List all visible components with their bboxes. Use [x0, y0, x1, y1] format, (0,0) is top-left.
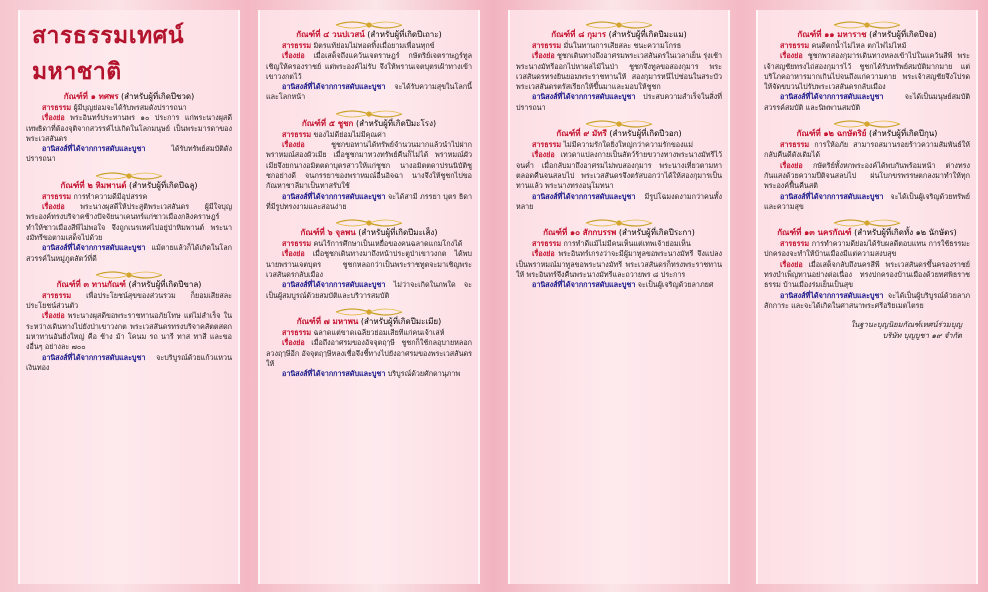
kan-entry	[516, 30, 722, 113]
merit-text: ไม่ว่าจะเกิดในภพใด จะเป็นผู้สมบูรณ์ด้วยสมบัติและบริวารสมบัติ	[266, 280, 472, 300]
merit-text: จะได้รับความสุขในโลกนี้และโลกหน้า	[266, 82, 472, 102]
story-label: เรื่องย่อ	[42, 311, 65, 321]
story-para	[764, 260, 970, 291]
story-text: พระอินทร์ประทานพร ๑๐ ประการ แก่พระนางผุสดี เทพธิดาที่ต้องจุติจากสวรรค์ไปเกิดในโลกมนุษย์ เป็นพระมารดาของพระเวสสันดร	[26, 113, 232, 143]
story-text: เมื่อถึงอาศรมของอัจจุตฤๅษี ชูชกก็ใช้กลอุบายหลอกลวงฤๅษีอีก อัจจุตฤๅษีหลงเชื่อจึงชี้ทางไปยังอาศรมของพระเวสสันดรให้	[266, 338, 473, 368]
merit-label: อานิสงส์ที่ได้จากการสดับและบูชา	[780, 290, 884, 300]
story-text: กษัตริย์ทั้งหกพระองค์ได้พบกันพร้อมหน้า ต่างทรงกันแสงด้วยความปีติจนสลบไป ฝนโบกขรพรรษตกลงมาทำให้ทุกพระองค์ฟื้นคืนสติ	[764, 160, 970, 191]
entries-col1	[26, 92, 232, 373]
story-text: เมื่อเสด็จกลับถึงนครสีพี พระเวสสันดรขึ้นครองราชย์ ทรงบำเพ็ญทานอย่างต่อเนื่อง ทรงปกครองบ้านเมืองด้วยทศพิธราชธรรม บ้านเมืองร่มเย็นเป็นสุข	[764, 259, 970, 290]
kan-name: กัณฑ์ที่ ๑๒ ฉกษัตริย์	[796, 129, 867, 139]
ornament-divider	[26, 266, 232, 278]
merit-text: จะได้สามี ภรรยา บุตร ธิดา ที่มีรูปทรงงามและสอนง่าย	[266, 191, 472, 211]
footer-line2: บริษัท บุญบูชา ๑๙ จำกัด	[882, 331, 962, 341]
merit-para	[26, 353, 232, 374]
sattham-para	[26, 291, 232, 312]
sattham-para	[764, 239, 970, 260]
sattham-label: สารธรรม	[532, 140, 562, 150]
merit-para	[266, 82, 472, 103]
story-para	[26, 113, 232, 144]
sattham-para	[266, 130, 472, 140]
story-para	[516, 249, 722, 280]
kan-heading	[516, 30, 722, 40]
sattham-para	[764, 41, 970, 51]
kan-suffix: (สำหรับผู้ที่เกิดปีวอก)	[609, 129, 682, 139]
merit-label: อานิสงส์ที่ได้จากการสดับและบูชา	[282, 191, 386, 201]
sattham-label: สารธรรม	[282, 239, 312, 249]
story-label: เรื่องย่อ	[42, 113, 65, 123]
merit-label: อานิสงส์ที่ได้จากการสดับและบูชา	[282, 369, 386, 379]
story-text: ชูชกพาสองกุมารเดินทางหลงเข้าไปในแคว้นสีพี พระเจ้าสญชัยทรงไถ่สองกุมารไว้ ชูชกได้รับทรัพย์สมบัติมากมาย แต่บริโภคอาหารมากเกินไปจนถึงแก่ความตาย พระเจ้าสญชัยจึงโปรดให้จัดขบวนไปรับพระเวสสันดรกลับเมือง	[764, 51, 970, 92]
sattham-label: สารธรรม	[780, 140, 810, 150]
merit-label: อานิสงส์ที่ได้จากการสดับและบูชา	[780, 191, 884, 201]
kan-entry	[266, 228, 472, 301]
merit-label: อานิสงส์ที่ได้จากการสดับและบูชา	[532, 92, 636, 102]
kan-heading	[26, 280, 232, 290]
ornament-divider	[266, 105, 472, 117]
merit-text: จะได้เป็นผู้บริบูรณ์ด้วยลาภสักการะ และจะได้เกิดในศาสนาพระศรีอริยเมตไตรย	[764, 290, 970, 310]
footer-line1: ในฐานะบุญนิยมกัณฑ์เทศน์ร่วมบุญ	[850, 320, 962, 330]
kan-entry	[26, 280, 232, 373]
column-1	[18, 10, 240, 584]
merit-text: จะเป็นผู้เจริญด้วยลาภยศ	[637, 280, 714, 290]
story-para	[266, 140, 472, 191]
ornament-divider	[266, 303, 472, 315]
kan-name: กัณฑ์ที่ ๘ กุมาร	[551, 30, 607, 39]
ornament-divider	[26, 167, 232, 179]
kan-name: กัณฑ์ที่ ๒ หิมพานต์	[60, 180, 127, 190]
sattham-label: สารธรรม	[282, 41, 312, 50]
sattham-label: สารธรรม	[282, 129, 312, 139]
kan-suffix: (สำหรับผู้ที่เกิดปีระกา)	[618, 228, 695, 238]
story-text: พระอินทร์เกรงว่าจะมีผู้มาทูลขอพระนางมัทรี จึงแปลงเป็นพราหมณ์มาทูลขอพระนางมัทรี พระเวสสันดรก็ทรงพระราชทานให้ พระอินทร์จึงคืนพระนางมัทรีและถวายพร ๘ ประการ	[516, 249, 722, 280]
story-label: เรื่องย่อ	[282, 338, 305, 348]
merit-label: อานิสงส์ที่ได้จากการสดับและบูชา	[42, 243, 146, 253]
kan-suffix: (สำหรับผู้ที่เกิดปีเถาะ)	[367, 30, 442, 39]
story-para	[26, 311, 232, 352]
ornament-divider	[764, 214, 970, 226]
merit-text: แม้ตายแล้วก็ได้เกิดในโลกสวรรค์ในหมู่ภูตสัตว์ที่ดี	[26, 243, 232, 263]
kan-name: กัณฑ์ที่ ๑๑ มหาราช	[797, 30, 867, 39]
kan-heading	[266, 30, 472, 40]
story-label: เรื่องย่อ	[532, 249, 555, 259]
merit-text: มีรูปโฉมงดงามกว่าคนทั้งหลาย	[516, 191, 722, 211]
kan-heading	[516, 228, 722, 238]
kan-suffix: (สำหรับผู้ที่เกิดปีชวด)	[121, 92, 195, 101]
column-3	[508, 10, 730, 584]
story-label: เรื่องย่อ	[532, 51, 555, 61]
kan-heading	[266, 317, 472, 327]
sattham-label: สารธรรม	[532, 239, 562, 249]
kan-entry	[266, 317, 472, 379]
merit-label: อานิสงส์ที่ได้จากการสดับและบูชา	[42, 144, 146, 154]
story-text: เทวดาแปลงกายเป็นสัตว์ร้ายขวางทางพระนางมัทรีไว้จนค่ำ เมื่อกลับมาถึงอาศรมไม่พบสองกุมาร พระนางเที่ยวตามหาตลอดคืนจนสลบไป พระเวสสันดรจึงตรัสบอกว่าได้ให้สองกุมารเป็นทานแล้ว พระนางทรงอนุโมทนา	[516, 150, 722, 191]
sattham-label: สารธรรม	[780, 239, 810, 249]
entries-col2	[266, 16, 472, 379]
story-para	[764, 161, 970, 192]
kan-name: กัณฑ์ที่ ๓ ทานกัณฑ์	[56, 279, 126, 289]
ornament-divider	[266, 16, 472, 28]
entries-col3	[516, 16, 722, 291]
kan-entry	[516, 228, 722, 290]
kan-name: กัณฑ์ที่ ๕ ชูชก	[301, 118, 354, 128]
story-para	[516, 150, 722, 191]
ornament-divider	[516, 16, 722, 28]
sattham-text: การทำความดีย่อมได้รับผลดีตอบแทน การใช้ธรรมะปกครองจะทำให้บ้านเมืองมีแต่ความสงบสุข	[764, 239, 970, 259]
merit-label: อานิสงส์ที่ได้จากการสดับและบูชา	[282, 82, 386, 92]
footer	[764, 319, 970, 341]
sattham-label: สารธรรม	[282, 327, 312, 337]
kan-suffix: (สำหรับผู้ที่เกิดปีฉลู)	[129, 180, 198, 190]
kan-name: กัณฑ์ที่ ๑๐ สักกบรรพ	[543, 228, 617, 238]
story-para	[266, 338, 472, 369]
kan-heading	[764, 30, 970, 40]
story-para	[516, 51, 722, 92]
sattham-text: การทำดีแม้ไม่มีคนเห็นแต่เทพเจ้าย่อมเห็น	[563, 239, 691, 249]
merit-para	[26, 243, 232, 264]
ornament-divider	[516, 115, 722, 127]
kan-heading	[764, 228, 970, 238]
merit-text: บริบูรณ์ด้วยศักดานุภาพ	[387, 369, 461, 379]
story-label: เรื่องย่อ	[282, 51, 305, 61]
ornament-divider	[764, 115, 970, 127]
merit-label: อานิสงส์ที่ได้จากการสดับและบูชา	[532, 191, 636, 201]
kan-name: กัณฑ์ที่ ๙ มัทรี	[556, 129, 607, 139]
merit-para	[266, 369, 472, 379]
sattham-para	[516, 41, 722, 51]
column-2	[258, 10, 480, 584]
sattham-text: เพื่อประโยชน์สุขของส่วนรวม ก็ยอมเสียสละประโยชน์ส่วนตัว	[26, 290, 232, 311]
sattham-para	[26, 192, 232, 202]
story-text: ชูชกเดินทางถึงอาศรมพระเวสสันดรในเวลาเย็น รุ่งเช้าพระนางมัทรีออกไปหาผลไม้ในป่า ชูชกจึงทูลขอสองกุมาร พระเวสสันดรทรงยินยอมพระราชทานให้ สองกุมารหนีไปซ่อนในสระบัว พระเวสสันดรตรัสเรียกให้ขึ้นมาและมอบให้ชูชก	[516, 51, 722, 92]
kan-suffix: (สำหรับผู้ที่เกิดปีขาล)	[128, 279, 202, 289]
kan-suffix: (สำหรับผู้ที่เกิดปีมะโรง)	[355, 118, 437, 128]
merit-label: อานิสงส์ที่ได้จากการสดับและบูชา	[532, 280, 636, 290]
sattham-text: คนไร้การศึกษาเป็นเหยื่อของคนฉลาดแกมโกงได้	[313, 239, 463, 249]
sattham-para	[266, 328, 472, 338]
story-label: เรื่องย่อ	[532, 150, 555, 160]
kan-entry	[266, 119, 472, 212]
merit-label: อานิสงส์ที่ได้จากการสดับและบูชา	[282, 280, 386, 290]
kan-heading	[26, 92, 232, 102]
kan-name: กัณฑ์ที่ ๖ จุลพน	[300, 228, 356, 238]
sattham-para	[266, 41, 472, 51]
merit-text: ได้รับทรัพย์สมบัติดังปรารถนา	[26, 144, 232, 164]
kan-entry	[266, 30, 472, 103]
story-text: เมื่อชูชกเดินทางมาถึงหน้าประตูป่าเขาวงกต ได้พบนายพรานเจตบุตร ชูชกหลอกว่าเป็นพระราชทูตจะมาเชิญพระเวสสันดรกลับเมือง	[266, 249, 472, 280]
kan-entry	[764, 228, 970, 311]
sattham-label: สารธรรม	[42, 290, 72, 300]
sattham-text: ของไม่ดีย่อมไม่มีคุณค่า	[313, 129, 386, 139]
sattham-label: สารธรรม	[780, 41, 810, 50]
merit-text: จะได้เป็นมนุษย์สมบัติสวรรค์สมบัติ และนิพพานสมบัติ	[764, 92, 970, 112]
merit-para	[516, 280, 722, 290]
sattham-para	[764, 140, 970, 161]
kan-entry	[516, 129, 722, 212]
merit-para	[266, 192, 472, 213]
story-label: เรื่องย่อ	[42, 202, 65, 212]
merit-label: อานิสงส์ที่ได้จากการสดับและบูชา	[42, 352, 146, 362]
kan-suffix: (สำหรับผู้ที่เกิดปีมะเมีย)	[360, 316, 442, 326]
kan-name: กัณฑ์ที่ ๑ ทศพร	[63, 92, 119, 101]
kan-entry	[764, 30, 970, 113]
story-label: เรื่องย่อ	[282, 249, 305, 259]
merit-text: จะได้เป็นผู้เจริญด้วยทรัพย์และความสุข	[764, 191, 970, 211]
ornament-divider	[516, 214, 722, 226]
sattham-label: สารธรรม	[532, 41, 562, 50]
story-para	[26, 202, 232, 243]
sattham-para	[26, 103, 232, 113]
merit-para	[764, 291, 970, 312]
kan-name: กัณฑ์ที่ ๑๓ นครกัณฑ์	[777, 228, 852, 238]
column-4	[756, 10, 978, 584]
kan-suffix: (สำหรับผู้ที่เกิดทั้ง ๑๒ นักษัตร)	[854, 228, 957, 238]
kan-heading	[266, 119, 472, 129]
merit-para	[26, 144, 232, 165]
ornament-divider	[764, 16, 970, 28]
kan-suffix: (สำหรับผู้ที่เกิดปีจอ)	[869, 30, 937, 39]
kan-heading	[764, 129, 970, 139]
sattham-text: มั่นในทานการเสียสละ ชนะความโกรธ	[563, 41, 682, 50]
merit-para	[266, 280, 472, 301]
sattham-label: สารธรรม	[42, 191, 72, 201]
story-label: เรื่องย่อ	[282, 140, 305, 150]
kan-suffix: (สำหรับผู้ที่เกิดปีมะเส็ง)	[358, 228, 438, 238]
kan-suffix: (สำหรับผู้ที่เกิดปีมะแม)	[608, 30, 687, 39]
kan-name: กัณฑ์ที่ ๗ มหาพน	[296, 316, 359, 326]
sattham-text: การให้อภัย สามารถสมานรอยร้าวความสัมพันธ์ให้กลับคืนดีดังเดิมได้	[764, 140, 970, 160]
story-para	[266, 249, 472, 280]
ornament-divider	[266, 214, 472, 226]
story-para	[764, 51, 970, 92]
entries-col4	[764, 16, 970, 311]
merit-label: อานิสงส์ที่ได้จากการสดับและบูชา	[780, 92, 884, 102]
sattham-para	[266, 239, 472, 249]
story-para	[266, 51, 472, 82]
sattham-text: ไม่มีความรักใดยิ่งใหญ่กว่าความรักของแม่	[563, 140, 693, 150]
story-label: เรื่องย่อ	[780, 259, 803, 269]
merit-text: ประสบความสำเร็จในสิ่งที่ปรารถนา	[516, 92, 722, 112]
merit-para	[764, 192, 970, 213]
merit-para	[764, 92, 970, 113]
merit-para	[516, 92, 722, 113]
kan-entry	[26, 92, 232, 165]
sattham-text: ฉลาดแต่ขาดเฉลียวย่อมเสียทีแก่คนเจ้าเล่ห์	[313, 327, 445, 337]
story-text: เมื่อเสด็จถึงแคว้นเจตราษฎร์ กษัตริย์เจตราษฎร์ทูลเชิญให้ครองราชย์ แต่พระองค์ไม่รับ จึงให้พรานเจตบุตรเฝ้าทางเข้าเขาวงกตไว้	[266, 51, 472, 81]
sattham-para	[516, 140, 722, 150]
sattham-text: การทำความดีมีอุปสรรค	[73, 191, 148, 201]
story-label: เรื่องย่อ	[780, 51, 803, 61]
kan-heading	[26, 181, 232, 191]
kan-suffix: (สำหรับผู้ที่เกิดปีกุน)	[869, 129, 938, 139]
kan-entry	[26, 181, 232, 264]
sattham-text: ผู้มีบุญย่อมจะได้รับพรสมดังปรารถนา	[73, 103, 187, 112]
page-title: สารธรรมเทศน์มหาชาติ	[32, 22, 185, 85]
kan-heading	[516, 129, 722, 139]
story-text: ชูชกขอทานได้ทรัพย์จำนวนมากแล้วนำไปฝากพราหมณ์สองผัวเมีย เมื่อชูชกมาทวงทรัพย์คืนก็ไม่ได้ พราหมณ์ผัวเมียจึงยกนางอมิตตดาบุตรสาวให้แก่ชูชก นางอมิตตดาปรนนิบัติชูชกอย่างดี จนภรรยาของพราหมณ์อื่นอิจฉา นางจึงให้ชูชกไปขอกัณหาชาลีมาเป็นทาสรับใช้	[266, 140, 472, 191]
story-label: เรื่องย่อ	[780, 160, 803, 170]
sattham-text: มิตรแท้ย่อมไม่ทอดทิ้งเมื่อยามเพื่อนทุกข์	[313, 41, 435, 50]
kan-heading	[266, 228, 472, 238]
merit-text: จะบริบูรณ์ด้วยแก้วแหวนเงินทอง	[26, 352, 232, 372]
story-text: พระนางผุสดีให้ประสูติพระเวสสันดร ผู้มีใจบุญ พระองค์ทรงบริจาคช้างปัจจัยนาเคนทร์แก่ชาวเมืองกลิงคราษฎร์ ทำให้ชาวเมืองสีพีไม่พอใจ จึงถูกเนรเทศไปอยู่ป่าหิมพานต์ พระนางมัทรีขอตามเสด็จไปด้วย	[26, 202, 232, 242]
kan-name: กัณฑ์ที่ ๔ วนปเวสน์	[296, 30, 365, 39]
sattham-para	[516, 239, 722, 249]
merit-para	[516, 192, 722, 213]
kan-entry	[764, 129, 970, 212]
sattham-text: คนดีตกน้ำไม่ไหล ตกไฟไม่ไหม้	[811, 41, 907, 50]
sattham-label: สารธรรม	[42, 103, 72, 112]
story-text: พระนางผุสดีขอพระราชทานอภัยโทษ แต่ไม่สำเร็จ ในระหว่างเดินทางไปยังป่าเขาวงกต พระเวสสันดรทรงบริจาคสัตตสดกมหาทานอันยิ่งใหญ่ คือ ช้าง ม้า โคนม รถ นารี ทาส ทาสี และของอื่นๆ อย่างละ ๗๐๐	[26, 311, 232, 352]
